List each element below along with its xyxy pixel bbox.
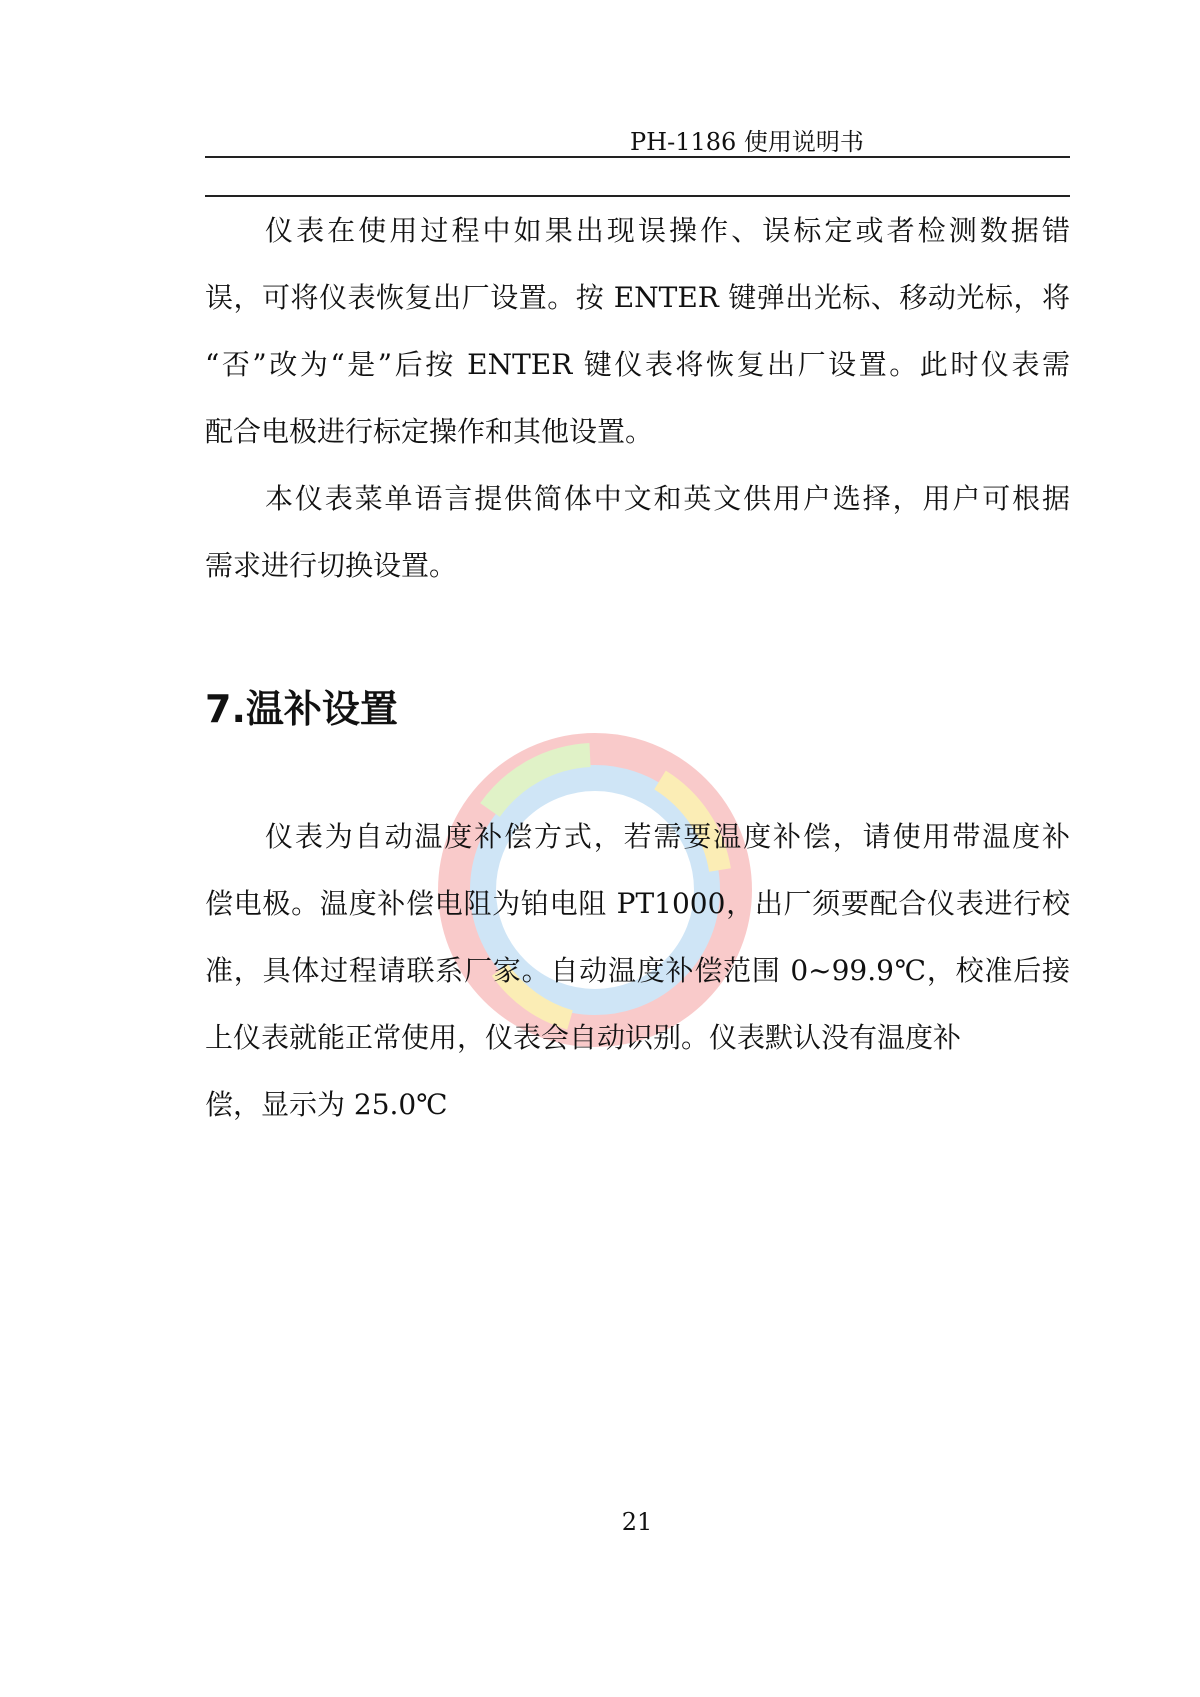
page-number: 21 xyxy=(621,1508,653,1536)
text-line: 偿，显示为 25.0℃ xyxy=(205,1088,448,1121)
text-line: “否”改为“是”后按 ENTER 键仪表将恢复出厂设置。此时仪表需 xyxy=(205,348,1070,381)
text-line: 准，具体过程请联系厂家。自动温度补偿范围 0~99.9℃，校准后接 xyxy=(205,954,1070,987)
text-line: 仪表为自动温度补偿方式，若需要温度补偿，请使用带温度补 xyxy=(265,820,1070,853)
text-line: 本仪表菜单语言提供简体中文和英文供用户选择，用户可根据 xyxy=(265,482,1070,515)
text-line: 需求进行切换设置。 xyxy=(205,549,458,582)
paragraph-factory-reset xyxy=(205,197,1070,465)
text-line: 偿电极。温度补偿电阻为铂电阻 PT1000，出厂须要配合仪表进行校 xyxy=(205,887,1070,920)
paragraph-temperature-compensation xyxy=(205,803,1070,1138)
text-line: 上仪表就能正常使用，仪表会自动识别。仪表默认没有温度补 xyxy=(205,1021,962,1054)
text-line: 误，可将仪表恢复出厂设置。按 ENTER 键弹出光标、移动光标，将 xyxy=(205,281,1070,314)
section-heading: 7.温补设置 xyxy=(205,687,398,731)
text-line: 仪表在使用过程中如果出现误操作、误标定或者检测数据错 xyxy=(265,214,1070,247)
paragraph-language xyxy=(205,465,1070,599)
text-line: 配合电极进行标定操作和其他设置。 xyxy=(205,415,654,448)
document-header-title: PH-1186 使用说明书 xyxy=(630,128,864,156)
